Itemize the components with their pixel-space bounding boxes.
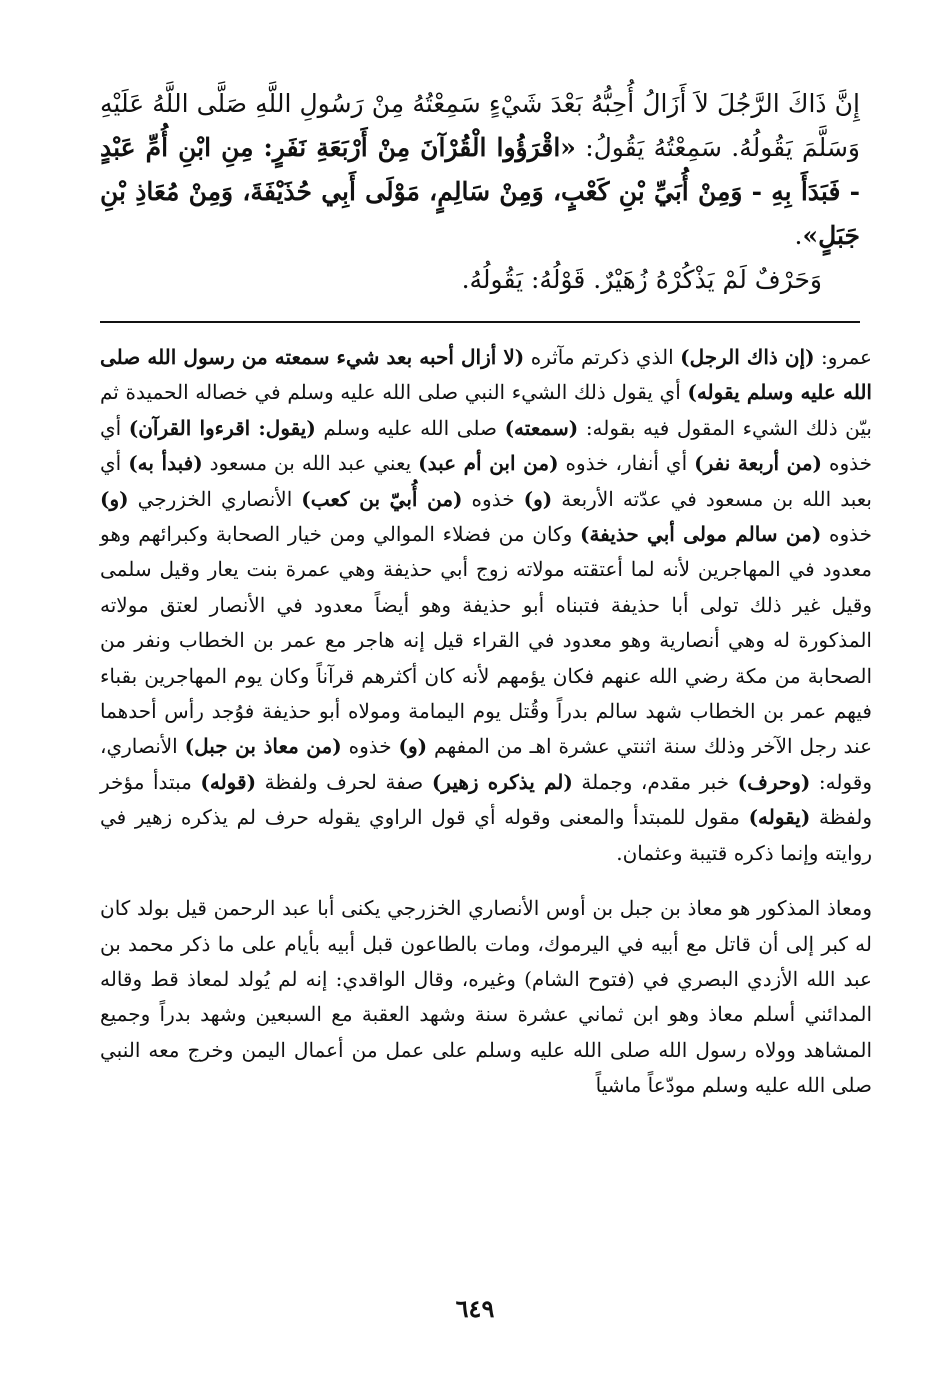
text-run: مبتدأ مؤخر ولفظة <box>100 769 872 830</box>
text-run: الأنصاري، وقوله: <box>100 734 873 794</box>
commentary-text <box>100 340 872 1104</box>
quoted-phrase: (و) <box>523 486 553 511</box>
hadith-note: وَحَرْفٌ لَمْ يَذْكُرْهُ زُهَيْرٌ. قَوْلُهُ: يَقُولُهُ. <box>461 265 822 294</box>
text-run: وكان من فضلاء الموالي ومن خيار الصحابة وكبرائهم وهو معدود في المهاجرين لأنه لما أعتقته مولاته زوج أبي حذيفة وهي عمرة بنت يعار وقيل سلمى وقيل غير ذلك تولى أبا حذيفة فتبناه أبو حذيفة وهو أيضاً معدود في الأنصار لعتق مولاته المذكورة له وهي أنصارية وهو معدود في القراء قيل إنه هاجر مع عمر بن الخطاب ونفر من الصحابة من مكة رضي الله عنهم فكان يؤمهم لأنه كان أكثرهم قرآناً وكان يوم المهاجرين بقباء فيهم عمر بن الخطاب شهد سالم بدراً وقُتل يوم اليمامة ومولاه أبو حذيفة فوُجد رأس أحدهما عند رجل الآخر وذلك سنة اثنتي عشرة اهـ من المفهم <box>100 522 873 759</box>
quoted-phrase: (قوله) <box>200 769 257 794</box>
quoted-phrase: «اقْرَؤُوا الْقُرْآنَ مِنْ أَرْبَعَةِ نَفَرٍ: مِنِ ابْنِ أُمِّ عَبْدٍ - فَبَدَأَ بِهِ - وَمِنْ أُبَيِّ بْنِ كَعْبٍ، وَمِنْ سَالِمٍ، مَوْلَى أَبِي حُذَيْفَةَ، وَمِنْ مُعَاذِ بْنِ جَبَلٍ» <box>100 133 860 250</box>
quoted-phrase: (يقوله) <box>748 805 811 830</box>
quoted-phrase: (وحرف) <box>737 769 811 794</box>
text-run: أي بعبد الله بن مسعود في عدّته الأربعة <box>100 451 872 511</box>
text-run: الذي ذكرتم مآثره <box>524 345 681 369</box>
commentary-paragraph <box>100 340 872 871</box>
text-run: خذوه <box>821 522 873 547</box>
quoted-phrase: (سمعته) <box>504 415 579 440</box>
quoted-phrase: (من أربعة نفر) <box>694 451 823 476</box>
hadith-paragraph <box>100 82 860 258</box>
quoted-phrase: (من سالم مولى أبي حذيفة) <box>579 522 822 547</box>
quoted-phrase: (من ابن أم عبد) <box>418 451 559 476</box>
text-run: أي يقول ذلك الشيء النبي صلى الله عليه وسلم في خصاله الحميدة ثم بيّن ذلك الشيء المقول فيه بقوله: <box>100 380 872 440</box>
text-run: خذوه <box>341 734 399 759</box>
text-run: خبر مقدم، وجملة <box>572 769 738 794</box>
text-run: أي أنفار، خذوه <box>558 451 695 476</box>
page-number: ٦٤٩ <box>455 1294 495 1323</box>
text-run: صفة لحرف ولفظة <box>256 769 432 794</box>
text-run: صلى الله عليه وسلم <box>315 415 505 440</box>
text-run: يعني عبد الله بن مسعود <box>202 451 419 476</box>
quoted-phrase: (لا أزال أحبه بعد شيء سمعته من رسول الله صلى الله عليه وسلم يقوله) <box>100 345 872 405</box>
text-run: مقول للمبتدأ والمعنى وقوله أي قول الراوي يقوله حرف لم يذكره زهير في روايته وإنما ذكره قتيبة وعثمان. <box>100 805 872 865</box>
quoted-phrase: (و) <box>100 486 129 511</box>
quoted-phrase: (من معاذ بن جبل) <box>184 734 342 759</box>
quoted-phrase: (و) <box>398 734 428 759</box>
footnote-divider <box>100 321 860 323</box>
quoted-phrase: (لم يذكره زهير) <box>431 769 573 794</box>
quoted-phrase: (من أُبيّ بن كعب) <box>301 486 463 511</box>
quoted-phrase: (يقول: اقرءوا القرآن) <box>128 415 316 440</box>
text-run: عمرو: <box>814 345 872 369</box>
quoted-phrase: (إن ذاك الرجل) <box>680 345 815 369</box>
text-run: خذوه <box>462 486 524 511</box>
hadith-text <box>100 82 860 302</box>
text-run: أي خذوه <box>100 415 872 476</box>
text-run: الأنصاري الخزرجي <box>128 486 302 511</box>
quoted-phrase: (فبدأ به) <box>128 451 203 476</box>
text-run: إِنَّ ذَاكَ الرَّجُلَ لاَ أَزَالُ أُحِبُّهُ بَعْدَ شَيْءٍ سَمِعْتُهُ مِنْ رَسُولِ اللَّهِ صَلَّى اللَّهُ عَلَيْهِ وَسَلَّمَ يَقُولُهُ. سَمِعْتُهُ يَقُولُ: <box>100 89 860 162</box>
text-run: . <box>794 221 803 250</box>
commentary-paragraph-muadh: ومعاذ المذكور هو معاذ بن جبل بن أوس الأنصاري الخزرجي يكنى أبا عبد الرحمن قيل بولد كان له كبر إلى أن قاتل مع أبيه في اليرموك، ومات بالطاعون قبل أبيه بأيام على ما ذكر محمد بن عبد الله الأزدي البصري في (فتوح الشام) وغيره، وقال الواقدي: إنه لم يُولد لمعاذ قط وقاله المدائني أسلم معاذ وهو ابن ثماني عشرة سنة وشهد العقبة مع السبعين وشهد بدراً وجميع المشاهد وولاه رسول الله صلى الله عليه وسلم على عمل من أعمال اليمن وخرج معه النبي صلى الله عليه وسلم مودّعاً ماشياً <box>100 896 872 1098</box>
